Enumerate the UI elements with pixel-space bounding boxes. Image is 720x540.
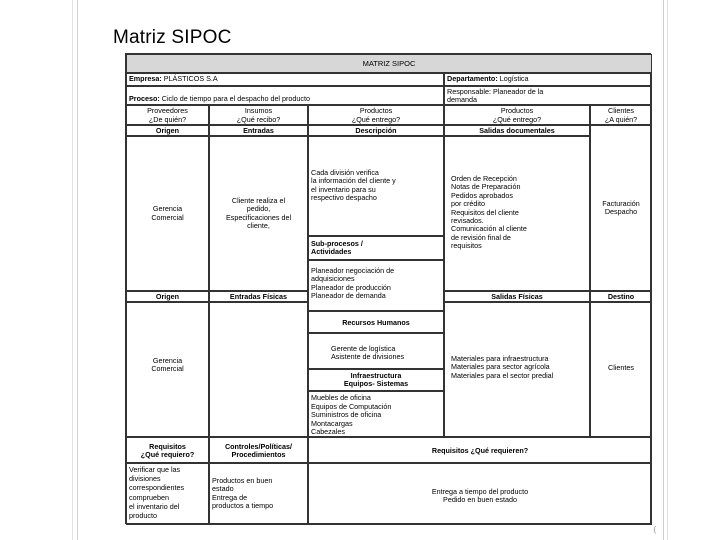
req-title-line: Requisitos	[149, 442, 186, 451]
infra-item: Equipos de Computación	[311, 401, 392, 411]
doc-line: revisados.	[451, 216, 484, 226]
col-question: ¿Qué recibo?	[236, 114, 281, 124]
controls-text-line: Productos en buen	[212, 476, 273, 485]
col-question: ¿Qué entrego?	[351, 114, 401, 124]
infra-title-line: Equipos- Sistemas	[343, 379, 409, 389]
description-line: respectivo despacho	[311, 193, 377, 203]
description-line: Cada división verifica	[311, 168, 379, 177]
supplier-cell-2	[126, 302, 209, 437]
col-title: Insumos	[244, 106, 273, 115]
doc-line: Orden de Recepción	[451, 174, 517, 183]
responsible-line1: Responsable: Planeador de la	[447, 87, 544, 96]
req-text-line: correspondientes	[129, 483, 185, 493]
input-line: Especificaciones del	[225, 212, 292, 222]
customer-cell-1	[590, 125, 652, 291]
controls-title-line: Controles/Políticas/	[224, 442, 293, 451]
right-rule-outer	[663, 0, 664, 540]
process-value: Ciclo de tiempo para el despacho del producto	[161, 94, 311, 103]
docs-cell	[444, 136, 590, 291]
controls-text-line: Entrega de	[212, 492, 248, 502]
subprocess-title-cell	[308, 236, 444, 260]
matrix-heading: MATRIZ SIPOC	[126, 54, 652, 73]
col-header-products	[308, 105, 444, 125]
col-question: ¿De quién?	[148, 114, 187, 124]
infra-item: Montacargas	[311, 418, 353, 428]
controls-header	[209, 437, 308, 463]
col-header-customers	[590, 105, 652, 125]
doc-line: Pedidos aprobados	[451, 190, 513, 200]
human-resource-item: Asistente de divisiones	[331, 352, 405, 362]
description-header: Descripción	[308, 125, 444, 136]
col-question: ¿A quién?	[604, 114, 638, 124]
infrastructure-header	[308, 369, 444, 391]
supplier-line: Comercial	[151, 212, 184, 222]
physical-output-item: Materiales para el sector predial	[451, 370, 554, 380]
subprocess-items-cell	[308, 260, 444, 311]
req-text-line: comprueben	[129, 492, 169, 502]
req-right-line: Pedido en buen estado	[443, 495, 517, 505]
origin-header: Origen	[126, 125, 209, 136]
destination-header: Destino	[590, 291, 652, 302]
department-value: Logística	[499, 74, 529, 83]
process-label: Proceso:	[129, 94, 160, 103]
controls-text-cell	[209, 463, 308, 525]
human-resources-cell	[308, 333, 444, 369]
physical-outputs-header: Salidas Físicas	[444, 291, 590, 302]
company-value: PLÁSTICOS S.A	[163, 74, 218, 83]
doc-line: Requisitos del cliente	[451, 207, 519, 217]
col-title: Productos	[359, 106, 393, 115]
supplier-line: Comercial	[151, 364, 184, 374]
left-rule-inner	[77, 0, 78, 540]
responsible-line2: demanda	[447, 95, 477, 104]
page-number: (	[653, 525, 656, 534]
responsible-cell	[444, 86, 652, 105]
col-title: Proveedores	[147, 106, 188, 115]
input-cell-1	[209, 136, 308, 291]
human-resource-item: Gerente de logística	[331, 344, 396, 353]
requirements-right-cell	[308, 463, 652, 525]
infrastructure-cell	[308, 391, 444, 437]
req-text-line: Verificar que las	[129, 465, 181, 474]
sipoc-matrix	[125, 53, 651, 524]
description-line: la información del cliente y	[311, 176, 396, 186]
inputs-header: Entradas	[209, 125, 308, 136]
slide-title: Matriz SIPOC	[113, 27, 232, 48]
col-header-inputs	[209, 105, 308, 125]
physical-outputs-cell	[444, 302, 590, 437]
physical-inputs-header: Entradas Físicas	[209, 291, 308, 302]
doc-line: Notas de Preparación	[451, 182, 521, 192]
infra-item: Cabezales	[311, 427, 345, 437]
description-cell	[308, 136, 444, 236]
department-label: Departamento:	[447, 74, 498, 83]
requirements-text-cell	[126, 463, 209, 525]
doc-line: por crédito	[451, 199, 485, 209]
doc-line: requisitos	[451, 241, 482, 251]
input-line: Cliente realiza el	[231, 195, 286, 205]
supplier-line: Gerencia	[152, 204, 183, 214]
input-line: pedido,	[246, 204, 271, 214]
process-cell	[126, 86, 444, 105]
company-cell	[126, 73, 444, 86]
physical-output-item: Materiales para sector agrícola	[451, 362, 550, 372]
customer-line: Facturación	[602, 198, 640, 208]
supplier-line: Gerencia	[152, 356, 183, 365]
supplier-cell-1	[126, 136, 209, 291]
col-question: ¿Qué entrego?	[492, 114, 542, 124]
infra-title-line: Infraestructura	[350, 371, 402, 380]
description-line: el inventario para su	[311, 184, 376, 194]
right-rule-inner	[667, 0, 668, 540]
subprocess-item: Planeador de demanda	[311, 291, 386, 301]
infra-item: Muebles de oficina	[311, 393, 371, 402]
physical-input-cell	[209, 302, 308, 437]
req-title-line: ¿Qué requiero?	[140, 450, 195, 460]
requirements-right-header: Requisitos ¿Qué requieren?	[308, 437, 652, 463]
department-cell	[444, 73, 652, 86]
controls-text-line: estado	[212, 484, 234, 494]
req-text-line: producto	[129, 511, 157, 521]
req-text-line: divisiones	[129, 474, 161, 484]
subprocess-title-line: Sub-procesos /	[311, 239, 363, 248]
subprocess-title-line: Actividades	[311, 247, 352, 257]
requirements-header	[126, 437, 209, 463]
controls-title-line: Procedimientos	[231, 450, 286, 460]
physical-output-item: Materiales para infraestructura	[451, 354, 549, 363]
req-right-line: Entrega a tiempo del producto	[431, 487, 529, 496]
col-header-suppliers	[126, 105, 209, 125]
left-rule-outer	[72, 0, 73, 540]
doc-line: de revisión final de	[451, 232, 511, 242]
customer-line: Despacho	[604, 207, 638, 216]
input-line: cliente,	[247, 220, 270, 230]
col-title: Productos	[500, 106, 534, 115]
company-label: Empresa:	[129, 74, 162, 83]
subprocess-item: Planeador negociación de	[311, 266, 395, 275]
col-header-outputs	[444, 105, 590, 125]
infra-item: Suministros de oficina	[311, 410, 382, 420]
subprocess-item: Planeador de producción	[311, 282, 391, 292]
controls-text-line: productos a tiempo	[212, 501, 274, 511]
customer-cell-2: Clientes	[590, 302, 652, 437]
subprocess-item: adquisiciones	[311, 274, 355, 284]
col-title: Clientes	[608, 106, 634, 115]
origin-header-2: Origen	[126, 291, 209, 302]
doc-line: Comunicación al cliente	[451, 224, 527, 234]
human-resources-header: Recursos Humanos	[308, 311, 444, 333]
req-text-line: el inventario del	[129, 501, 180, 511]
outputs-docs-header: Salidas documentales	[444, 125, 590, 136]
